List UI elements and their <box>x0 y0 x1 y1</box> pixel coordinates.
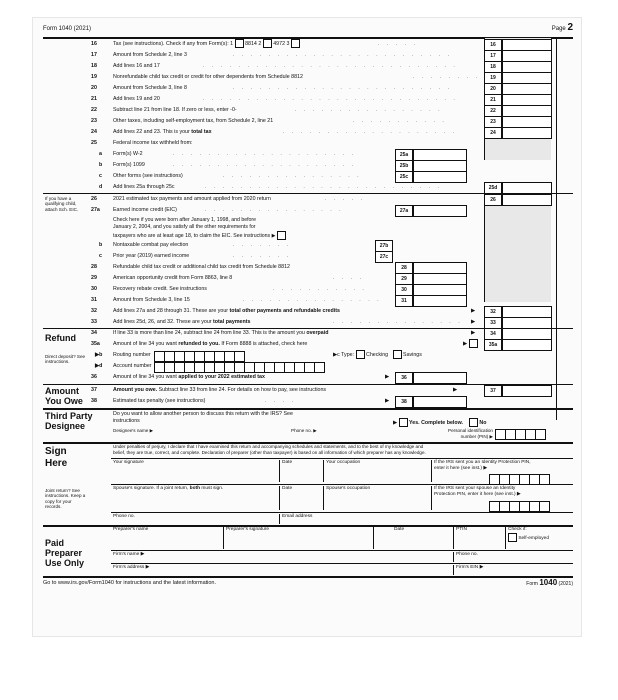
line-19: 19 Nonrefundable child tax credit or credit for other dependents from Schedule 8812 . . . . . . . . 19 <box>33 72 581 83</box>
line-34: 34 If line 33 is more than line 24, subtract line 24 from line 33. This is the amount you overpaid ▶ 34 <box>33 328 581 339</box>
line-36-amount[interactable] <box>413 372 467 384</box>
ptin-label: PTIN <box>453 527 467 549</box>
line-38: 38 Estimated tax penalty (see instructions) . . . . ▶ 38 <box>33 396 581 407</box>
preparer-name-label: Preparer's name <box>113 527 149 532</box>
form-1040-page2 <box>33 18 581 636</box>
line-30: 30 Recovery rebate credit. See instructions . . . . . . . . . . . 30 <box>33 284 581 295</box>
third-party-rule <box>43 408 573 410</box>
your-occupation-label: Your occupation <box>323 460 360 482</box>
line-21: 21 Add lines 19 and 20 . . . . . . . . . . . . . . . . . . . . . . . . . . . . . 21 <box>33 94 581 105</box>
line-23: 23 Other taxes, including self-employment tax, from Schedule 2, line 21 . . . . . . . . . . . 23 <box>33 116 581 127</box>
paid-preparer-title: Paid Preparer Use Only <box>45 538 85 568</box>
your-signature-field[interactable] <box>111 460 279 482</box>
spouse-ip-pin-label: If the IRS sent your spouse an Identity Protection PIN, enter it here (see inst.) ▶ <box>431 486 534 510</box>
savings-checkbox[interactable] <box>393 350 402 359</box>
preparer-date-label: Date <box>373 527 404 549</box>
line-24: 24 Add lines 22 and 23. This is your total tax . . . . . . . . . . . . . . . . . . . . 24 <box>33 127 581 138</box>
your-ip-pin-label: If the IRS sent you an Identity Protection PIN, enter it here (see inst.) ▶ <box>431 460 534 482</box>
line-28: 28 Refundable child tax credit or additional child tax credit from Schedule 8812 28 <box>33 262 581 273</box>
designee-pin-label: Personal identification number (PIN) ▶ <box>448 428 493 439</box>
sign-title: Sign Here <box>45 446 68 469</box>
line-27a: 27a Earned income credit (EIC) . . . . . . . . . . . . . . . . 27a <box>33 205 581 216</box>
firm-name-label: Firm's name ▶ <box>113 552 145 557</box>
line-38-amount[interactable] <box>413 396 467 408</box>
line-27b: b Nontaxable combat pay election . . . . . . . 27b <box>33 240 581 251</box>
date-label: Date <box>279 460 292 482</box>
line-17: 17 Amount from Schedule 2, line 3 . . . . . . . . . . . . . . . . . . . . . . . . . 17 <box>33 50 581 61</box>
firm-ein-label: Firm's EIN ▶ <box>453 565 483 575</box>
refund-title: Refund <box>45 333 76 343</box>
footer-rule <box>43 576 573 578</box>
line-35b: ▶b Routing number ▶c Type: Checking Savings <box>33 350 581 361</box>
line-25d: d Add lines 25a through 25c . . . . . . . . . . . . . . . . . . . . . . . . . . . 25d <box>33 182 581 193</box>
line-35a: 35a Amount of line 34 you want refunded to you. If Form 8888 is attached, check here ▶ 35a <box>33 339 581 350</box>
third-party-title: Third Party Designee <box>45 411 93 431</box>
your-ip-pin-input[interactable] <box>490 474 550 483</box>
designee-pin-input[interactable] <box>496 429 546 438</box>
eic-side-note: If you have a qualifying child, attach Sch. EIC. <box>45 196 79 212</box>
routing-number-input[interactable] <box>155 351 245 360</box>
no-checkbox[interactable] <box>469 418 478 427</box>
self-employed-checkbox[interactable] <box>508 533 517 542</box>
form-label: Form 1040 (2021) <box>43 26 92 32</box>
form-footer <box>43 580 573 586</box>
line-22: 22 Subtract line 21 from line 18. If zero or less, enter -0- . . . . . . . . . . . . . . . . . 22 <box>33 105 581 116</box>
preparer-signature-field[interactable] <box>223 527 373 549</box>
email-label: Email address <box>279 514 312 524</box>
designee-name-label: Designee's name ▶ <box>113 428 154 433</box>
form-8888-checkbox[interactable] <box>469 339 478 348</box>
eic-age-checkbox[interactable] <box>277 231 286 240</box>
third-party-options: ▶ Yes. Complete below. No <box>393 419 487 426</box>
firm-phone-label: Phone no. <box>453 552 478 562</box>
eic-check-text: Check here if you were born after January 1, 1998, and before January 2, 2004, and you satisfy all the other requirements for taxpayers who are at least age 18, to claim the EIC. See instructions ▶ <box>113 217 286 240</box>
line-35d: ▶d Account number <box>33 361 581 372</box>
third-party-question: Do you want to allow another person to discuss this return with the IRS? See instructions <box>113 411 293 424</box>
line-27c: c Prior year (2019) earned income . . . . . . . 27c <box>33 251 581 262</box>
spouse-rule <box>111 484 573 485</box>
perjury-statement: Under penalties of perjury, I declare that I have examined this return and accompanying schedules and statements, and to the best of my knowledge and belief, they are true, correct, and complete. Declaration of preparer (other than taxpayer) is based on all information of which preparer has any knowledge. <box>113 444 426 455</box>
form-other-checkbox[interactable] <box>291 39 300 48</box>
firm-address-label: Firm's address ▶ <box>113 565 150 570</box>
direct-deposit-note: Direct deposit? See instructions. <box>45 354 86 365</box>
line-32: 32 Add lines 27a and 28 through 31. These are your total other payments and refundable credits ▶ 32 <box>33 306 581 317</box>
spouse-ip-pin-input[interactable] <box>490 501 550 510</box>
line-31: 31 Amount from Schedule 3, line 15 . . . . . . . . . . . . . . . . 31 <box>33 295 581 306</box>
line-33: 33 Add lines 25d, 26, and 32. These are your total payments . . . . . . . . . . . . . . . ▶ 33 <box>33 317 581 328</box>
firm-address-rule <box>111 563 573 564</box>
line-37: 37 Amount you owe. Subtract line 33 from line 24. For details on how to pay, see instructions ▶ 37 <box>33 385 581 396</box>
line-20: 20 Amount from Schedule 3, line 8 . . . . . . . . . . . . . . . . . . . . . . . . . 20 <box>33 83 581 94</box>
form-8814-checkbox[interactable] <box>235 39 244 48</box>
spouse-date-label: Date <box>279 486 292 510</box>
checking-checkbox[interactable] <box>356 350 365 359</box>
line-25c: c Other forms (see instructions) . . . . . . . . . . . . . . . . 25c <box>33 171 581 182</box>
page-label: Page 2 <box>551 22 573 33</box>
yes-checkbox[interactable] <box>399 418 408 427</box>
line-25: 25 Federal income tax withheld from: <box>91 140 193 146</box>
footer-text: Go to www.irs.gov/Form1040 for instructions and the latest information. <box>43 580 217 586</box>
form-header <box>43 22 573 36</box>
spouse-signature-label: Spouse's signature. If a joint return, both must sign. <box>113 486 224 491</box>
phone-rule <box>111 512 573 513</box>
line-26: 26 2021 estimated tax payments and amount applied from 2020 return . . . . . 26 <box>33 194 581 205</box>
firm-name-rule <box>111 550 573 551</box>
spouse-occupation-label: Spouse's occupation <box>323 486 370 510</box>
line-25a: a Form(s) W-2 . . . . . . . . . . . . . . . . . . . . . 25a <box>33 149 581 160</box>
your-signature-label: Your signature <box>113 460 144 465</box>
self-employed-field: Check if: Self-employed <box>505 527 549 549</box>
line-29: 29 American opportunity credit from Form 8863, line 8 . . . . 29 <box>33 273 581 284</box>
owe-title: Amount You Owe <box>45 386 83 406</box>
footer-form-label: Form 1040 (2021) <box>526 578 573 587</box>
phone-label: Phone no. <box>113 514 135 519</box>
designee-phone-label: Phone no. ▶ <box>291 428 317 433</box>
preparer-signature-label: Preparer's signature <box>223 527 269 549</box>
form-4972-checkbox[interactable] <box>263 39 272 48</box>
line-27a-amount[interactable] <box>413 205 467 217</box>
sig-top-rule <box>111 458 573 459</box>
account-number-input[interactable] <box>155 362 325 371</box>
line-25b: b Form(s) 1099 . . . . . . . . . . . . . . . . . . . . . 25b <box>33 160 581 171</box>
line-18: 18 Add lines 16 and 17 . . . . . . . . . . . . . . . . . . . . . . . . . . . . . 18 <box>33 61 581 72</box>
joint-return-note: Joint return? See instructions. Keep a copy for your records. <box>45 488 86 510</box>
line-36: 36 Amount of line 34 you want applied to your 2022 estimated tax ▶ 36 <box>33 372 581 383</box>
line-16: 16 Tax (see instructions). Check if any from Form(s): 1 8814 2 4972 3 . . . . . 16 <box>33 39 581 50</box>
spouse-signature-field[interactable] <box>111 486 279 508</box>
